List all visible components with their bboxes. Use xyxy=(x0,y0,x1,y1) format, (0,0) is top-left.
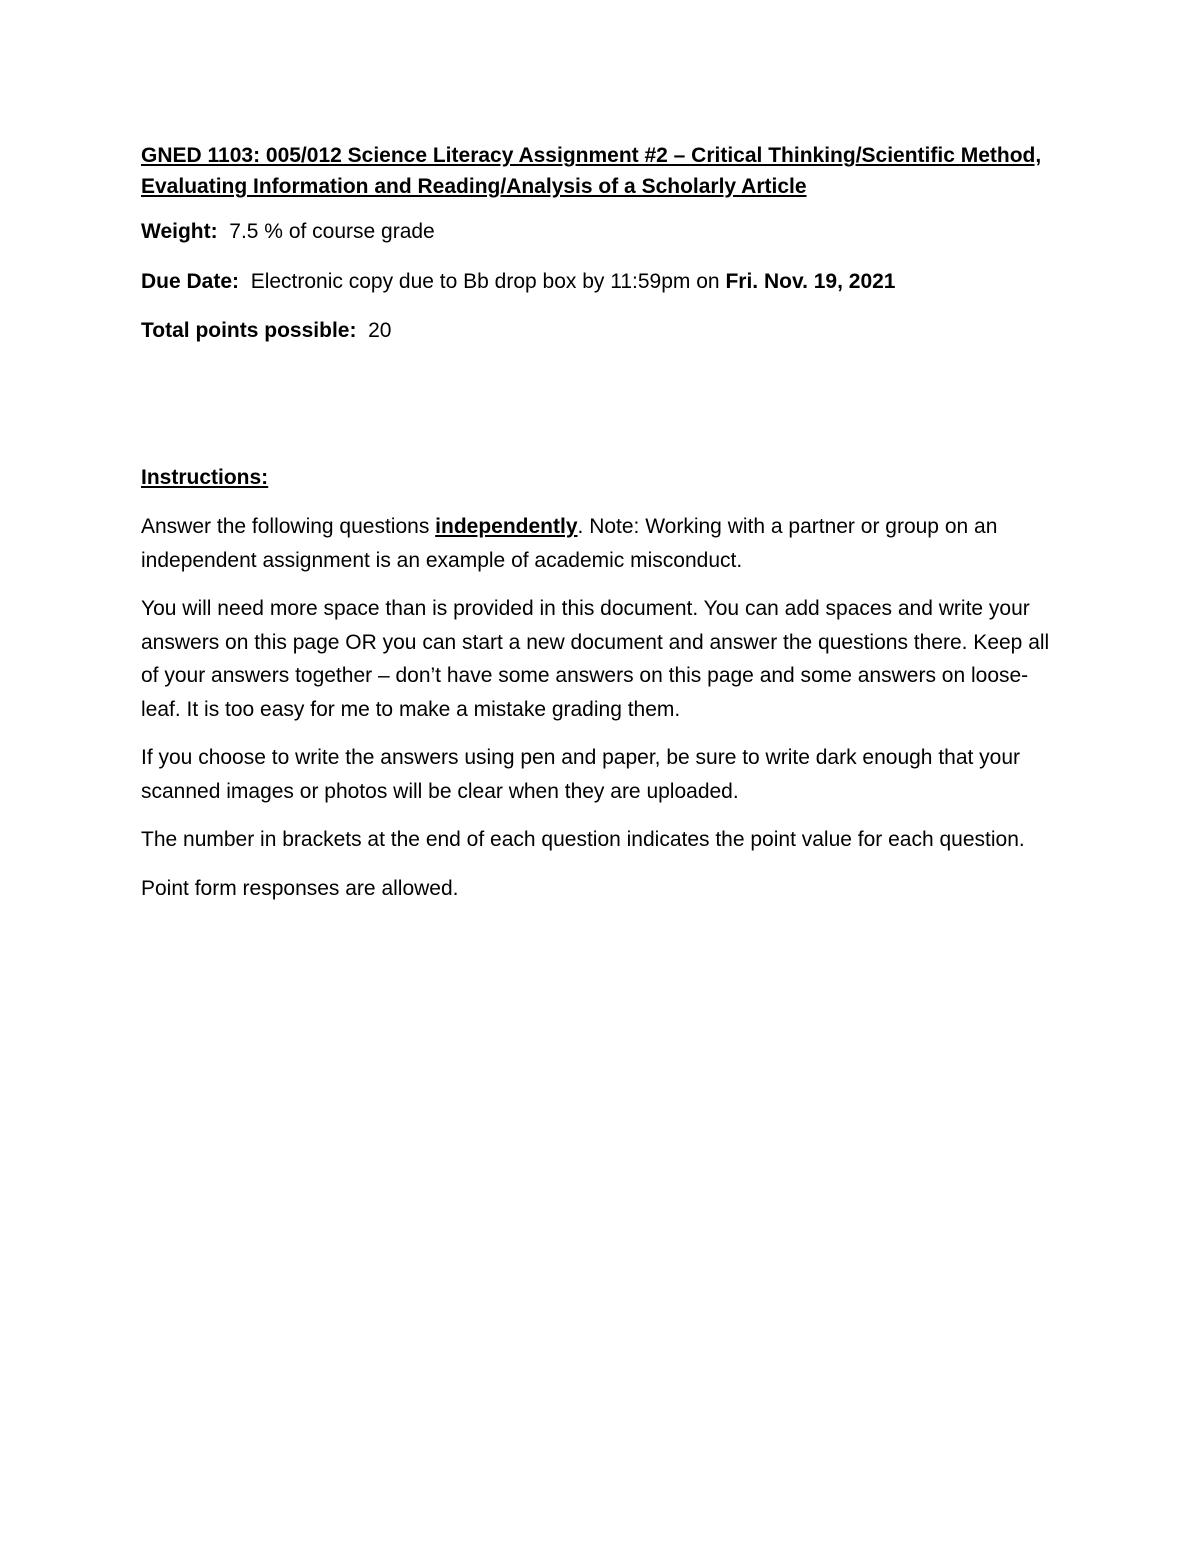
p1-emphasis: independently xyxy=(435,515,578,538)
p1-before: Answer the following questions xyxy=(141,515,436,538)
instructions-heading: Instructions: xyxy=(141,465,269,489)
weight-line xyxy=(141,215,1061,249)
due-date-value: Fri. Nov. 19, 2021 xyxy=(725,269,896,293)
instructions-paragraph-4: The number in brackets at the end of each question indicates the point value for each question. xyxy=(141,828,1025,851)
total-points-value: 20 xyxy=(368,319,392,342)
due-date-text: Electronic copy due to Bb drop box by 11:59pm on xyxy=(250,269,726,293)
instructions-paragraph-3: If you choose to write the answers using pen and paper, be sure to write dark enough that your scanned images or photos will be clear when they are uploaded. xyxy=(141,746,1021,803)
due-date-line xyxy=(141,265,1061,299)
total-points-line xyxy=(141,314,1061,348)
total-points-label: Total points possible: xyxy=(141,319,357,342)
weight-label: Weight: xyxy=(141,220,218,243)
weight-value: 7.5 % of course grade xyxy=(229,220,435,243)
document-body xyxy=(141,140,1061,920)
document-title: GNED 1103: 005/012 Science Literacy Assignment #2 – Critical Thinking/Scientific Method, Evaluating Information and Reading/Analysis of a Scholarly Article xyxy=(141,144,1042,198)
instructions-paragraph-2: You will need more space than is provided in this document. You can add spaces and write your answers on this page OR you can start a new document and answer the questions there. Keep all of your answers together – don’t have some answers on this page and some answers on loose-leaf. It is too easy for me to make a mistake grading them. xyxy=(141,597,1050,721)
instructions-paragraph-5: Point form responses are allowed. xyxy=(141,876,459,900)
instructions-paragraph-1 xyxy=(141,510,1061,577)
section-spacer xyxy=(141,364,1061,461)
p1-after: . Note: Working with a partner or group on an independent assignment is an example of academic misconduct. xyxy=(141,515,998,572)
due-date-label: Due Date: xyxy=(141,269,240,293)
